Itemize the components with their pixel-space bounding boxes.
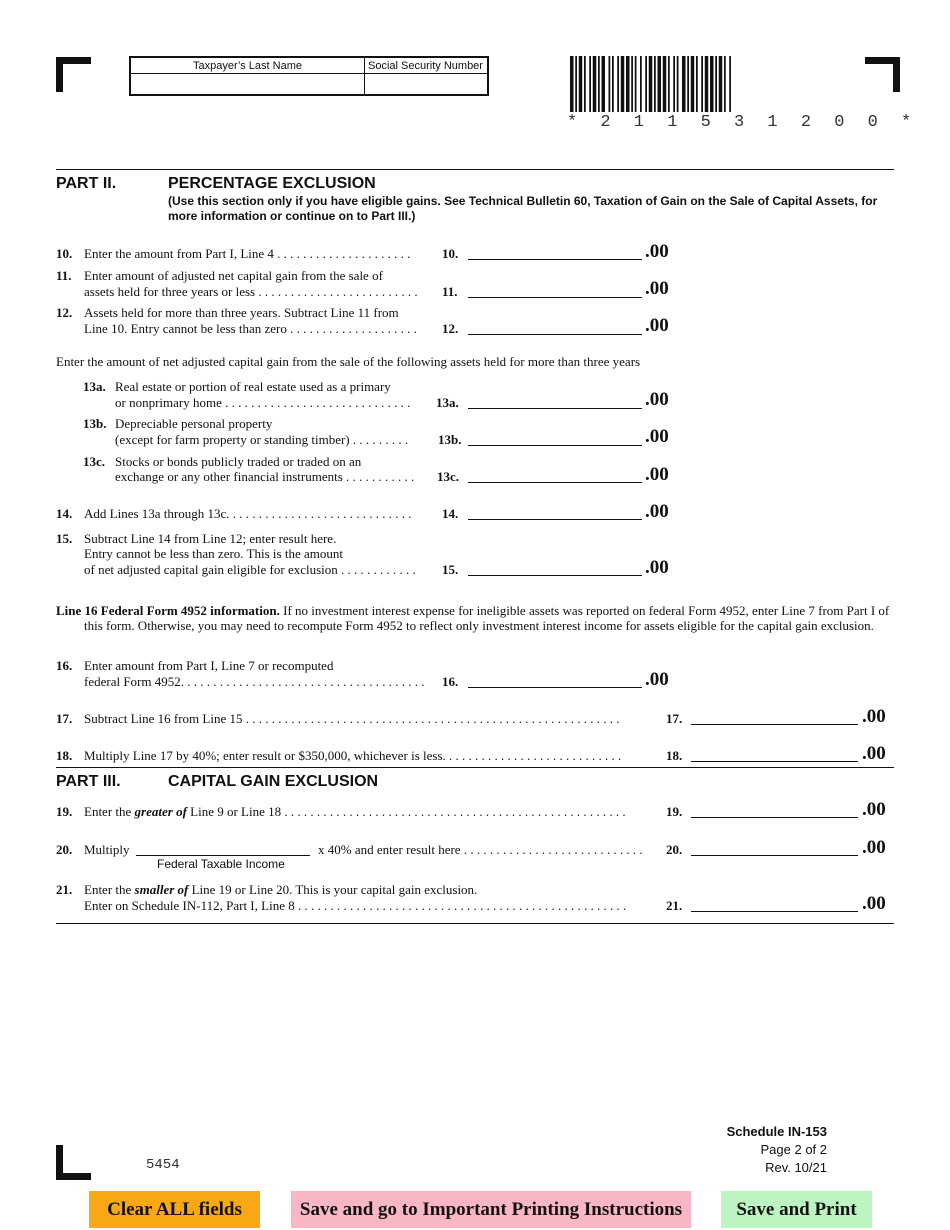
line-number: 12. bbox=[56, 305, 73, 320]
line-15-text1: Subtract Line 14 from Line 12; enter result here. bbox=[84, 531, 337, 546]
cents: .00 bbox=[862, 743, 886, 764]
revision: Rev. 10/21 bbox=[765, 1160, 827, 1175]
line-ref: 13a. bbox=[436, 395, 459, 410]
cents: .00 bbox=[645, 315, 669, 336]
barcode-bar bbox=[663, 56, 667, 112]
barcode-bar bbox=[691, 56, 695, 112]
line-21-amount-input[interactable] bbox=[691, 896, 858, 912]
barcode-bar bbox=[621, 56, 625, 112]
line-ref: 19. bbox=[666, 804, 683, 819]
line-13c-amount-input[interactable] bbox=[468, 467, 642, 483]
line-20-text: x 40% and enter result here . . . . . . . . . . . . . . . . . . . . . . . . . . . . bbox=[318, 842, 643, 857]
barcode-bar bbox=[724, 56, 726, 112]
page-number: Page 2 of 2 bbox=[760, 1142, 827, 1157]
line-10-amount-input[interactable] bbox=[468, 244, 642, 260]
cents: .00 bbox=[862, 837, 886, 858]
line-17-text: Subtract Line 16 from Line 15 . . . . . . . . . . . . . . . . . . . . . . . . . . . . . . . . . . . . . . . . . . . . . . . . . . . . . . . . . . bbox=[84, 711, 620, 726]
line-ref: 16. bbox=[442, 674, 459, 689]
line-number: 11. bbox=[56, 268, 72, 283]
line-ref: 14. bbox=[442, 506, 459, 521]
line-number: 16. bbox=[56, 658, 73, 673]
barcode-bar bbox=[575, 56, 577, 112]
line-16-amount-input[interactable] bbox=[468, 672, 642, 688]
line-17-amount-input[interactable] bbox=[691, 709, 858, 725]
cents: .00 bbox=[645, 669, 669, 690]
cents: .00 bbox=[645, 278, 669, 299]
line-ref: 11. bbox=[442, 284, 458, 299]
barcode-bar bbox=[687, 56, 689, 112]
line-11-text2: assets held for three years or less . . . . . . . . . . . . . . . . . . . . . . . . . bbox=[84, 284, 418, 299]
line-13c-text1: Stocks or bonds publicly traded or traded on an bbox=[115, 454, 362, 469]
line-number: 21. bbox=[56, 882, 73, 897]
barcode-bar bbox=[682, 56, 686, 112]
line-ref: 18. bbox=[666, 748, 683, 763]
line-12-text2: Line 10. Entry cannot be less than zero . . . . . . . . . . . . . . . . . . . . bbox=[84, 321, 417, 336]
barcode-bar bbox=[640, 56, 642, 112]
line-number: 19. bbox=[56, 804, 73, 819]
barcode-bar bbox=[579, 56, 583, 112]
registration-mark-top-left bbox=[56, 57, 91, 92]
line-12-amount-input[interactable] bbox=[468, 319, 642, 335]
line-13a-text1: Real estate or portion of real estate used as a primary bbox=[115, 379, 391, 394]
line-21-text1: Enter the smaller of Line 19 or Line 20. This is your capital gain exclusion. bbox=[84, 882, 478, 897]
barcode-bar bbox=[719, 56, 723, 112]
barcode-bar bbox=[696, 56, 698, 112]
barcode-bar bbox=[654, 56, 656, 112]
line-ref: 20. bbox=[666, 842, 683, 857]
cents: .00 bbox=[862, 799, 886, 820]
cents: .00 bbox=[645, 426, 669, 447]
barcode-bar bbox=[658, 56, 662, 112]
line-number: 14. bbox=[56, 506, 73, 521]
line-ref: 21. bbox=[666, 898, 683, 913]
form-footer bbox=[680, 1123, 827, 1177]
cents: .00 bbox=[645, 389, 669, 410]
last-name-label: Taxpayer’s Last Name bbox=[131, 59, 364, 74]
line-20-multiply: Multiply bbox=[84, 842, 130, 857]
cents: .00 bbox=[645, 241, 669, 262]
line-20-amount-input[interactable] bbox=[691, 840, 858, 856]
cents: .00 bbox=[645, 501, 669, 522]
divider bbox=[56, 169, 894, 170]
federal-taxable-income-label: Federal Taxable Income bbox=[157, 857, 285, 871]
line-number: 13b. bbox=[83, 416, 107, 431]
line-15-text2: Entry cannot be less than zero. This is the amount bbox=[84, 546, 343, 561]
part2-title: PERCENTAGE EXCLUSION bbox=[168, 175, 376, 192]
line-16-text1: Enter amount from Part I, Line 7 or recomputed bbox=[84, 658, 334, 673]
line-13a-text2: or nonprimary home . . . . . . . . . . . . . . . . . . . . . . . . . . . . . bbox=[115, 395, 411, 410]
barcode-bar bbox=[626, 56, 630, 112]
line-10-text: Enter the amount from Part I, Line 4 . . . . . . . . . . . . . . . . . . . . . bbox=[84, 246, 411, 261]
schedule-name: Schedule IN-153 bbox=[726, 1124, 827, 1139]
barcode-bar bbox=[617, 56, 619, 112]
part3-title: CAPITAL GAIN EXCLUSION bbox=[168, 773, 379, 790]
line-13-intro: Enter the amount of net adjusted capital gain from the sale of the following assets held for more than three years bbox=[56, 354, 641, 369]
cents: .00 bbox=[645, 464, 669, 485]
save-and-printing-instructions-button[interactable]: Save and go to Important Printing Instructions bbox=[291, 1191, 691, 1228]
line-12-text1: Assets held for more than three years. Subtract Line 11 from bbox=[84, 305, 399, 320]
divider bbox=[56, 767, 894, 768]
barcode-bar bbox=[631, 56, 633, 112]
line-16-text2: federal Form 4952. . . . . . . . . . . . . . . . . . . . . . . . . . . . . . . . . . . . . . bbox=[84, 674, 425, 689]
line-number: 20. bbox=[56, 842, 73, 857]
line-15-text3: of net adjusted capital gain eligible for exclusion . . . . . . . . . . . . bbox=[84, 562, 416, 577]
barcode-bar bbox=[593, 56, 597, 112]
barcode-bar bbox=[673, 56, 675, 112]
barcode-bar bbox=[589, 56, 591, 112]
line-13b-amount-input[interactable] bbox=[468, 430, 642, 446]
line-13b-text1: Depreciable personal property bbox=[115, 416, 273, 431]
ssn-field[interactable] bbox=[364, 72, 487, 94]
part2-number: PART II. bbox=[56, 175, 117, 192]
line-19-amount-input[interactable] bbox=[691, 802, 858, 818]
federal-taxable-income-input[interactable] bbox=[136, 840, 310, 856]
line-ref: 13c. bbox=[437, 469, 460, 484]
barcode-bar bbox=[598, 56, 600, 112]
divider bbox=[56, 923, 894, 924]
ssn-label: Social Security Number bbox=[364, 59, 487, 74]
barcode-bar bbox=[710, 56, 714, 112]
line-21-text2: Enter on Schedule IN-112, Part I, Line 8 . . . . . . . . . . . . . . . . . . . . . . . . . . . . . . . . . . . . . . . . . . . . . . . . . . . bbox=[84, 898, 627, 913]
clear-all-fields-button[interactable]: Clear ALL fields bbox=[89, 1191, 260, 1228]
line-14-amount-input[interactable] bbox=[468, 504, 642, 520]
line-11-amount-input[interactable] bbox=[468, 282, 642, 298]
line-13c-text2: exchange or any other financial instruments . . . . . . . . . . . bbox=[115, 469, 415, 484]
line-11-text1: Enter amount of adjusted net capital gain from the sale of bbox=[84, 268, 383, 283]
barcode-number: * 2 1 1 5 3 1 2 0 0 * bbox=[567, 113, 918, 132]
form-code: 5454 bbox=[146, 1157, 180, 1173]
line-18-text: Multiply Line 17 by 40%; enter result or $350,000, whichever is less. . . . . . . . . . . . . . . . . . . . . . . . . . . . bbox=[84, 748, 622, 763]
barcode-bar bbox=[570, 56, 574, 112]
taxpayer-header-box bbox=[129, 56, 489, 96]
barcode-bar bbox=[701, 56, 703, 112]
line-13b-text2: (except for farm property or standing timber) . . . . . . . . . bbox=[115, 432, 409, 447]
line-ref: 10. bbox=[442, 246, 459, 261]
line-16-instructions: Line 16 Federal Form 4952 information. If no investment interest expense for ineligible assets was reported on federal Form 4952, enter Line 7 from Part I of this form. Otherwise, you may need to recompute Form 4952 to reflect only investment interest income for assets eligible for the capital gain exclusion. bbox=[56, 603, 890, 633]
line-ref: 13b. bbox=[438, 432, 462, 447]
line-18-amount-input[interactable] bbox=[691, 746, 858, 762]
barcode-bar bbox=[612, 56, 614, 112]
line-number: 17. bbox=[56, 711, 73, 726]
barcode-bar bbox=[584, 56, 586, 112]
save-and-print-button[interactable]: Save and Print bbox=[721, 1191, 872, 1228]
registration-mark-top-right bbox=[865, 57, 900, 92]
barcode-bar bbox=[668, 56, 670, 112]
barcode-bar bbox=[645, 56, 647, 112]
line-ref: 17. bbox=[666, 711, 683, 726]
barcode-bar bbox=[715, 56, 717, 112]
line-number: 13c. bbox=[83, 454, 106, 469]
line-number: 18. bbox=[56, 748, 73, 763]
line-number: 10. bbox=[56, 246, 73, 261]
registration-mark-bottom-left bbox=[56, 1145, 91, 1180]
part2-note: (Use this section only if you have eligible gains. See Technical Bulletin 60, Taxation of Gain on the Sale of Capital Assets, for more information or continue on to Part III.) bbox=[168, 194, 878, 223]
line-number: 13a. bbox=[83, 379, 106, 394]
line-13a-amount-input[interactable] bbox=[468, 393, 642, 409]
line-14-text: Add Lines 13a through 13c. . . . . . . . . . . . . . . . . . . . . . . . . . . . . bbox=[84, 506, 412, 521]
last-name-field[interactable] bbox=[131, 72, 364, 94]
line-ref: 12. bbox=[442, 321, 459, 336]
line-15-amount-input[interactable] bbox=[468, 560, 642, 576]
part3-number: PART III. bbox=[56, 773, 121, 790]
barcode-bar bbox=[609, 56, 611, 112]
barcode-bar bbox=[705, 56, 709, 112]
line-number: 15. bbox=[56, 531, 73, 546]
barcode-bar bbox=[602, 56, 606, 112]
cents: .00 bbox=[862, 893, 886, 914]
barcode-bar bbox=[635, 56, 637, 112]
barcode-bar bbox=[729, 56, 731, 112]
cents: .00 bbox=[645, 557, 669, 578]
cents: .00 bbox=[862, 706, 886, 727]
line-19-text: Enter the greater of Line 9 or Line 18 . . . . . . . . . . . . . . . . . . . . . . . . . . . . . . . . . . . . . . . . . . . . . . . . . . . . . bbox=[84, 804, 626, 819]
barcode-bar bbox=[649, 56, 653, 112]
line-ref: 15. bbox=[442, 562, 459, 577]
barcode-bar bbox=[677, 56, 679, 112]
barcode bbox=[570, 56, 814, 112]
